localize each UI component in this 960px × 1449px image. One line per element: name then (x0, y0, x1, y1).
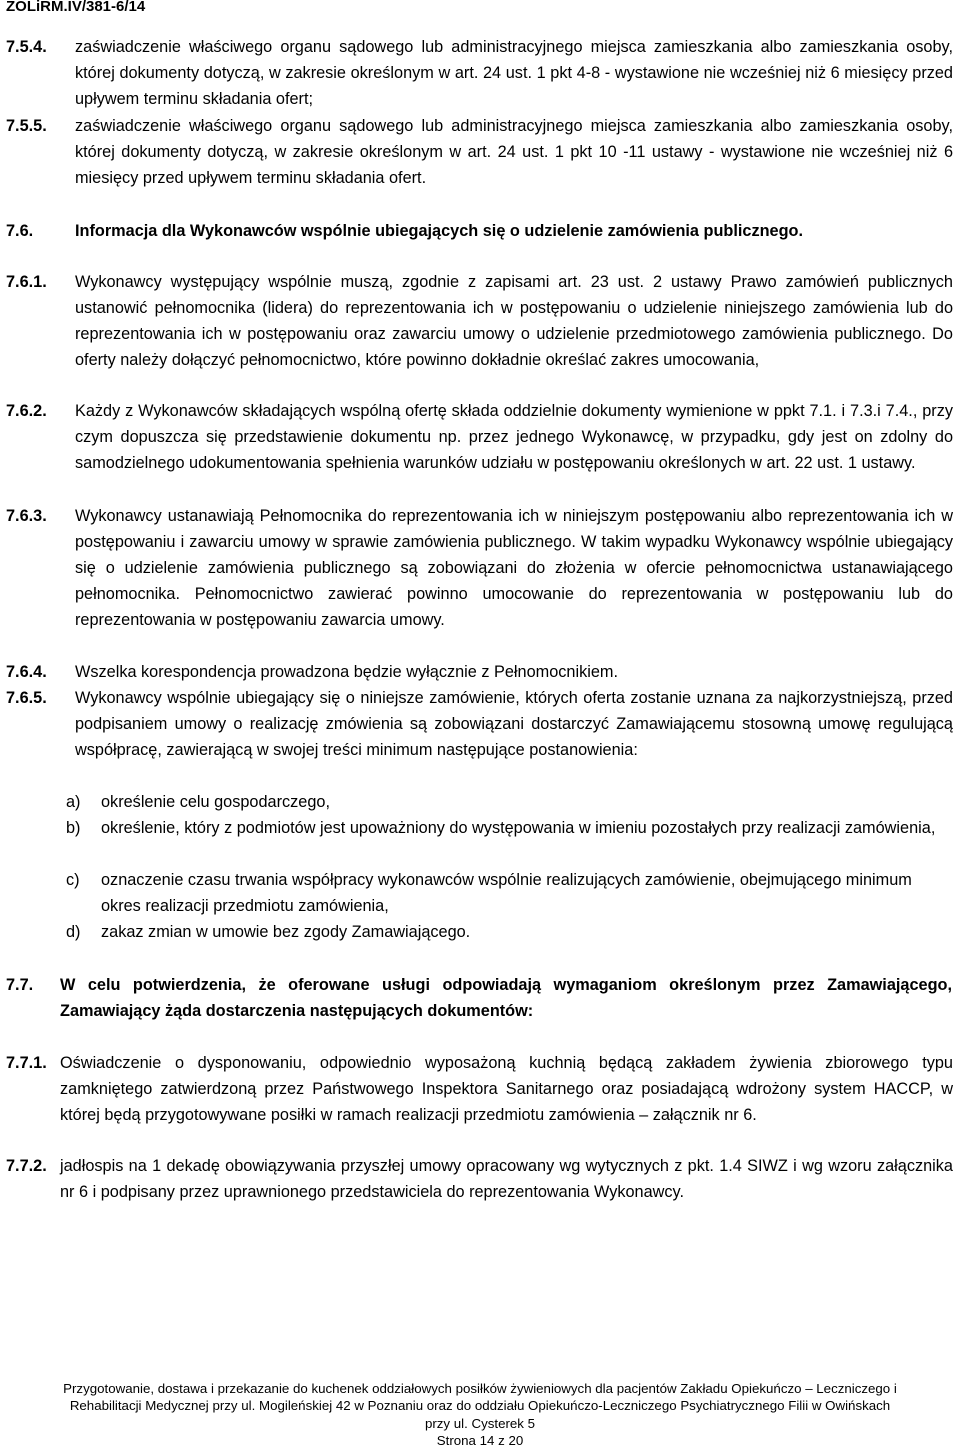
list-item-7-6-3 (6, 504, 953, 634)
item-number: 7.5.5. (6, 117, 47, 135)
page-number: Strona 14 z 20 (436, 1432, 524, 1448)
footer-line: Rehabilitacji Medycznej przy ul. Mogileńskiej 42 w Poznaniu oraz do oddziału Opiekuńczo-Leczniczego Psychiatrycznego Filii w Owińskach (69, 1398, 891, 1414)
item-text: Wykonawcy ustanawiają Pełnomocnika do reprezentowania ich w niniejszym postępowaniu albo reprezentowania ich w postępowaniu i zawarciu umowy w sprawie zamówienia publicznego. W takim wypadku Wykonawcy wspólnie ubiegający się o udzielenie zamówienia publicznego są zobowiązani do złożenia w ofercie pełnomocnictwa ustanawiającego pełnomocnika. Pełnomocnictwo zawierać powinno umocowanie do reprezentowania w postępowaniu lub do reprezentowania w postępowaniu zawarcia umowy. (75, 507, 953, 629)
list-item-7-5-4 (6, 35, 953, 113)
item-number: 7.7.1. (6, 1054, 47, 1072)
item-number: 7.6.1. (6, 273, 47, 291)
sublist-text: określenie celu gospodarczego, (101, 793, 330, 811)
item-text: Oświadczenie o dysponowaniu, odpowiednio wyposażoną kuchnią będącą zakładem żywienia zbiorowego typu zamkniętego zatwierdzoną przez Państwowego Inspektora Sanitarnego oraz posiadającą wdrożony system HACCP, w której będą przygotowywane posiłki w ramach realizacji przedmiotu zamówienia – załącznik nr 6. (60, 1054, 953, 1124)
list-item-7-6-1 (6, 270, 953, 374)
list-item-7-7-1 (6, 1051, 953, 1129)
sublist-text: określenie, który z podmiotów jest upoważniony do występowania w imieniu pozostałych przy realizacji zamówienia, (101, 819, 936, 837)
item-text: Wszelka korespondencja prowadzona będzie wyłącznie z Pełnomocnikiem. (75, 663, 618, 681)
sublist-label: d) (66, 923, 81, 941)
section-heading-7-7 (6, 972, 952, 1024)
section-heading-7-6 (6, 218, 952, 244)
document-reference: ZOLiRM.IV/381-6/14 (6, 0, 146, 15)
sublist-item-d (66, 920, 953, 946)
section-title: W celu potwierdzenia, że oferowane usługi odpowiadają wymaganiom określonym przez Zamawiającego, Zamawiający żąda dostarczenia następujących dokumentów: (60, 976, 952, 1020)
sublist-text: oznaczenie czasu trwania współpracy wykonawców wspólnie realizujących zamówienie, obejmującego minimum okres realizacji przedmiotu zamówienia, (101, 871, 912, 915)
item-text: Wykonawcy występujący wspólnie muszą, zgodnie z zapisami art. 23 ust. 2 ustawy Prawo zamówień publicznych ustanowić pełnomocnika (lidera) do reprezentowania ich w postępowaniu o udzielenie niniejszego zamówienia lub do reprezentowania ich w postępowaniu oraz zawarciu umowy o udzielenie przedmiotowego zamówienia publicznego. Do oferty należy dołączyć pełnomocnictwo, które powinno dokładnie określać zakres umocowania, (75, 273, 953, 369)
item-number: 7.7.2. (6, 1157, 47, 1175)
item-number: 7.6.3. (6, 507, 47, 525)
sublist-label: a) (66, 793, 81, 811)
item-number: 7.6.4. (6, 663, 47, 681)
section-number: 7.6. (6, 222, 34, 240)
footer-line: Przygotowanie, dostawa i przekazanie do kuchenek oddziałowych posiłków żywieniowych dla pacjentów Zakładu Opiekuńczo – Leczniczego i (63, 1381, 897, 1396)
list-item-7-7-2 (6, 1154, 953, 1206)
list-item-7-6-4 (6, 660, 953, 686)
sublist-item-a (66, 790, 953, 816)
item-number: 7.6.2. (6, 402, 47, 420)
sublist-label: b) (66, 819, 81, 837)
footer-line: przy ul. Cysterek 5 (424, 1415, 536, 1431)
page-footer (4, 1380, 956, 1449)
item-number: 7.5.4. (6, 38, 47, 56)
item-text: Wykonawcy wspólnie ubiegający się o niniejsze zamówienie, których oferta zostanie uznana za najkorzystniejszą, przed podpisaniem umowy o realizację zmówienia są zobowiązani dostarczyć Zamawiającemu stosowną umowę regulującą współpracę, zawierającą w swojej treści minimum następujące postanowienia: (75, 689, 953, 759)
section-number: 7.7. (6, 976, 34, 994)
sublist-label: c) (66, 871, 80, 889)
sublist-item-b (66, 816, 953, 842)
list-item-7-5-5 (6, 114, 953, 192)
sublist-item-c (66, 868, 953, 920)
list-item-7-6-5 (6, 686, 953, 764)
item-number: 7.6.5. (6, 689, 47, 707)
list-item-7-6-2 (6, 399, 953, 477)
section-title: Informacja dla Wykonawców wspólnie ubiegających się o udzielenie zamówienia publicznego. (75, 222, 804, 240)
sublist-text: zakaz zmian w umowie bez zgody Zamawiającego. (101, 923, 471, 941)
item-text: zaświadczenie właściwego organu sądowego lub administracyjnego miejsca zamieszkania albo zamieszkania osoby, której dokumenty dotyczą, w zakresie określonym w art. 24 ust. 1 pkt 10 -11 ustawy - wystawione nie wcześniej niż 6 miesięcy przed upływem terminu składania ofert. (75, 117, 953, 187)
item-text: jadłospis na 1 dekadę obowiązywania przyszłej umowy opracowany wg wytycznych z pkt. 1.4 SIWZ i wg wzoru załącznika nr 6 i podpisany przez uprawnionego przedstawiciela do reprezentowania Wykonawcy. (60, 1157, 953, 1201)
item-text: Każdy z Wykonawców składających wspólną ofertę składa oddzielnie dokumenty wymienione w ppkt 7.1. i 7.3.i 7.4., przy czym dopuszcza się przedstawienie dokumentu np. przez jednego Wykonawcę, w przypadku, gdy jest on zdolny do samodzielnego udokumentowania spełnienia warunków udziału w postępowaniu określonych w art. 22 ust. 1 ustawy. (75, 402, 953, 472)
item-text: zaświadczenie właściwego organu sądowego lub administracyjnego miejsca zamieszkania albo zamieszkania osoby, której dokumenty dotyczą, w zakresie określonym w art. 24 ust. 1 pkt 4-8 - wystawione nie wcześniej niż 6 miesięcy przed upływem terminu składania ofert; (75, 38, 953, 108)
